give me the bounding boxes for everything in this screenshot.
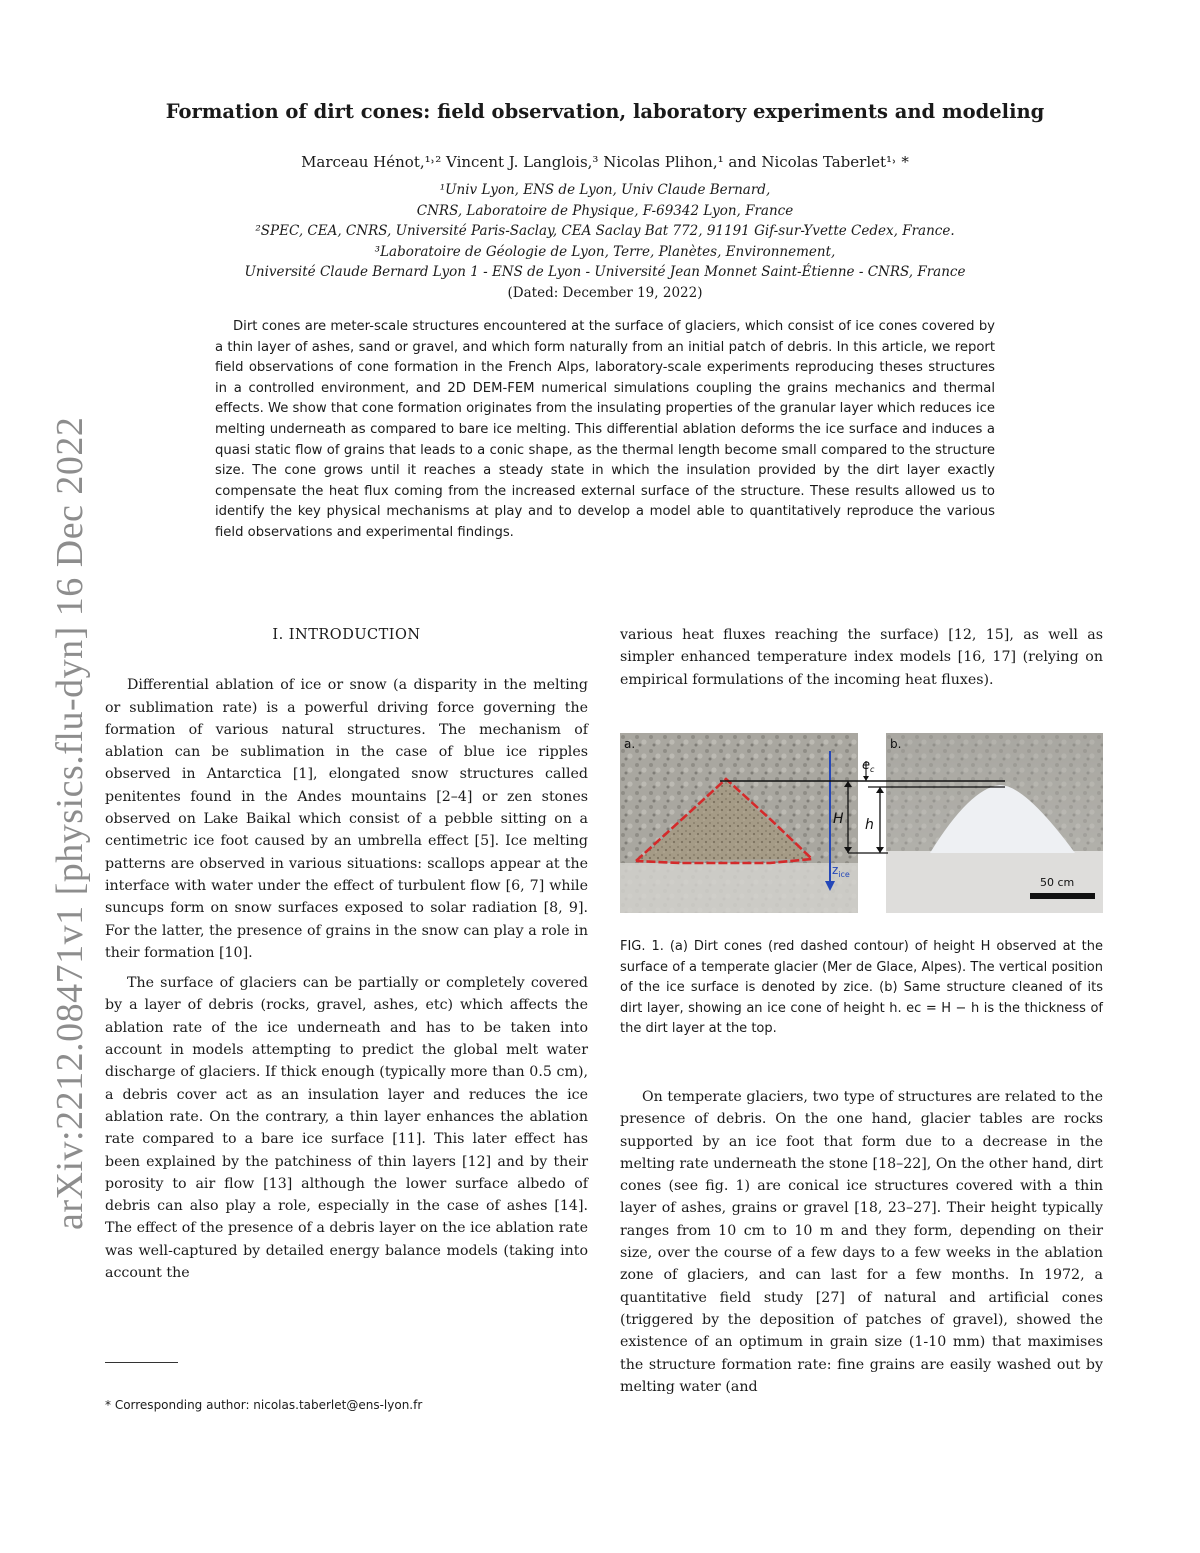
paper-title: Formation of dirt cones: field observation, laboratory experiments and modeling (165, 100, 1045, 123)
right-column-top (620, 624, 1103, 699)
affiliation-line: ³Laboratoire de Géologie de Lyon, Terre, Planètes, Environnement, (374, 243, 836, 260)
affiliation-line: Université Claude Bernard Lyon 1 - ENS de Lyon - Université Jean Monnet Saint-Étienne - CNRS, France (244, 264, 966, 280)
figure-1 (620, 733, 1103, 913)
scale-bar-label: 50 cm (1040, 876, 1075, 889)
footnote: * Corresponding author: nicolas.taberlet@ens-lyon.fr (105, 1398, 423, 1412)
author-list: Marceau Hénot,¹˒² Vincent J. Langlois,³ Nicolas Plihon,¹ and Nicolas Taberlet¹˒ * (301, 153, 909, 171)
figure-caption: FIG. 1. (a) Dirt cones (red dashed contour) of height H observed at the surface of a temperate glacier (Mer de Glace, Alpes). The vertical position of the ice surface is denoted by zice. (b) Same structure cleaned of its dirt layer, showing an ice cone of height h. ec = H − h is the thickness of the dirt layer at the top. (620, 939, 1103, 1036)
body-paragraph: Differential ablation of ice or snow (a disparity in the melting or sublimation rate) is a powerful driving force governing the formation of various natural structures. The mechanism of ablation can be sublimation in the case of blue ice ripples observed in Antarctica [1], elongated snow structures called penitentes found in the Andes mountains [2–4] or zen stones observed on Lake Baikal which consist of a pebble sitting on a centimetric ice foot caused by an umbrella effect [5]. Ice melting patterns are observed in various situations: scallops appear at the interface with water under the effect of turbulent flow [6, 7] while suncups form on snow surfaces exposed to solar radiation [8, 9]. For the latter, the presence of grains in the snow can play a role in their formation [10]. (105, 677, 588, 961)
panel-a-label: a. (624, 737, 636, 751)
dated-line: (Dated: December 19, 2022) (507, 284, 703, 301)
label-h: h (865, 817, 874, 833)
zice-label: $z_{ice}$ (832, 863, 850, 879)
footnote-rule (105, 1362, 178, 1363)
body-paragraph: various heat fluxes reaching the surface) [12, 15], as well as simpler enhanced temperature index models [16, 17] (relying on empirical formulations of the incoming heat fluxes). (620, 627, 1103, 688)
affiliation-line: ²SPEC, CEA, CNRS, Université Paris-Saclay, CEA Saclay Bat 772, 91191 Gif-sur-Yvette Cedex, France. (255, 223, 955, 239)
left-column (105, 624, 588, 1292)
body-paragraph: The surface of glaciers can be partially or completely covered by a layer of debris (rocks, gravel, ashes, etc) which affects the ablation rate of the ice underneath and has to be taken into account in models attempting to predict the global melt water discharge of glaciers. If thick enough (typically more than 0.5 cm), a debris cover act as an insulation layer and reduces the ice ablation rate. On the contrary, a thin layer enhances the ablation rate compared to a bare ice surface [11]. This later effect has been explained by the patchiness of thin layers [12] and by their porosity to air flow [13] although the lower surface albedo of debris can also play a role, especially in the case of ashes [14]. The effect of the presence of a debris layer on the ice ablation rate was well-captured by detailed energy balance models (taking into account the (105, 975, 588, 1282)
label-ec: $e_c$ (862, 758, 875, 774)
label-H: H (833, 811, 844, 827)
figure-1-graphic (620, 733, 1103, 913)
section-heading: I. INTRODUCTION (272, 627, 421, 643)
body-paragraph: On temperate glaciers, two type of structures are related to the presence of debris. On the one hand, glacier tables are rocks supported by an ice foot that form due to a decrease in the melting rate underneath the stone [18–22], On the other hand, dirt cones (see fig. 1) are conical ice structures covered with a thin layer of ashes, grains or gravel [18, 23–27]. Their height typically ranges from 10 cm to 10 m and they form, depending on their size, over the course of a few days to a few weeks in the ablation zone of glaciers, and can last for a few months. In 1972, a quantitative field study [27] of natural and artificial cones (triggered by the deposition of patches of gravel), showed the existence of an optimum in grain size (1-10 mm) that maximises the structure formation rate: fine grains are easily washed out by melting water (and (620, 1089, 1103, 1395)
scale-bar (1030, 893, 1095, 899)
affiliation-line: ¹Univ Lyon, ENS de Lyon, Univ Claude Bernard, (439, 182, 771, 198)
arxiv-identifier: arXiv:2212.08471v1 [physics.flu-dyn] 16 Dec 2022 (49, 416, 91, 1230)
abstract: Dirt cones are meter-scale structures encountered at the surface of glaciers, which consist of ice cones covered by a thin layer of ashes, sand or gravel, and which form naturally from an initial patch of debris. In this article, we report field observations of cone formation in the French Alps, laboratory-scale experiments reproducing theses structures in a controlled environment, and 2D DEM-FEM numerical simulations coupling the grains mechanics and thermal effects. We show that cone formation originates from the insulating properties of the granular layer which reduces ice melting underneath as compared to bare ice melting. This differential ablation deforms the ice surface and induces a quasi static flow of grains that leads to a conic shape, as the thermal length become small compared to the structure size. The cone grows until it reaches a steady state in which the insulation provided by the dirt layer exactly compensate the heat flux coming from the increased external surface of the structure. These results allowed us to identify the key physical mechanisms at play and to develop a model able to quantitatively reproduce the various field observations and experimental findings. (215, 319, 995, 540)
affiliation-line: CNRS, Laboratoire de Physique, F-69342 Lyon, France (416, 202, 794, 219)
right-column-bottom (620, 1086, 1103, 1406)
affiliations (100, 180, 1110, 303)
panel-b-label: b. (890, 737, 902, 751)
